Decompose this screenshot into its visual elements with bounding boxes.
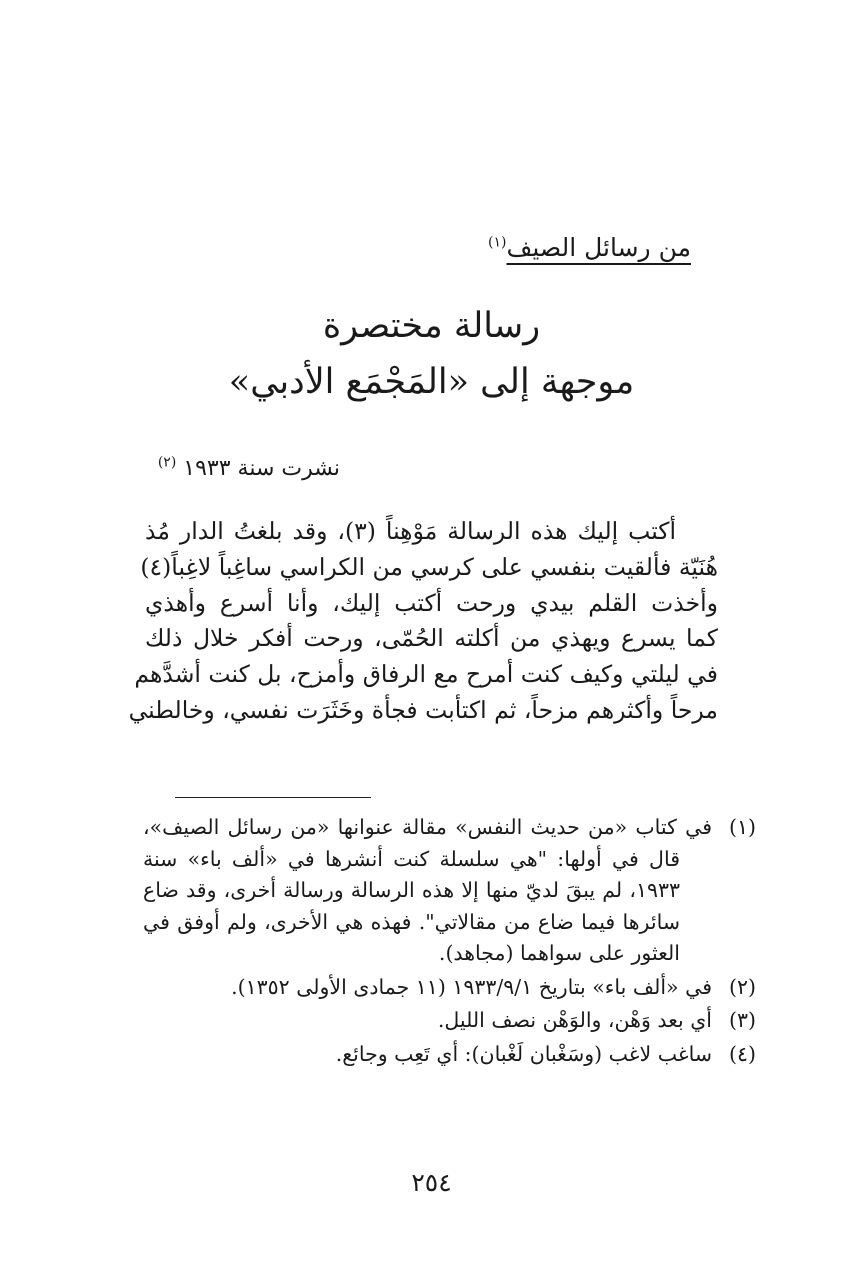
footnotes	[143, 812, 757, 1072]
body-line: أكتب إليك هذه الرسالة مَوْهِناً (٣)، وقد بلغتُ الدار مُذ	[145, 517, 676, 545]
footnote-item: (٣)أي بعد وَهْن، والوَهْن نصف الليل.	[437, 1008, 756, 1032]
footnote-text: في كتاب «من حديث النفس» مقالة عنوانها «من رسائل الصيف»، قال في أولها: "هي سلسلة كنت أنشرها في «ألف باء» سنة ١٩٣٣، لم يبقَ لديّ منها إلا هذه الرسالة ورسالة أخرى، وقد ضاع سائرها فيما ضاع من مقالاتي". فهذه هي الأخرى، ولم أوفق في العثور على سواهما (مجاهد).	[143, 815, 713, 965]
body-line: هُنَيّة فألقيت بنفسي على كرسي من الكراسي ساغِباً لاغِباً(٤)	[140, 552, 718, 581]
footnote-item: (١)في كتاب «من حديث النفس» مقالة عنوانها «من رسائل الصيف»، قال في أولها: "هي سلسلة كنت أنشرها في «ألف باء» سنة ١٩٣٣، لم يبقَ لديّ منها إلا هذه الرسالة ورسالة أخرى، وقد ضاع سائرها فيما ضاع من مقالاتي". فهذه هي الأخرى، ولم أوفق في العثور على سواهما (مجاهد).	[143, 815, 757, 965]
title-line-2: موجهة إلى «المَجْمَع الأدبي»	[228, 362, 635, 402]
footnote-text: أي بعد وَهْن، والوَهْن نصف الليل.	[437, 1008, 712, 1032]
footnote-item: (٢)في «ألف باء» بتاريخ ١٩٣٣/٩/١ (١١ جمادى الأولى ١٣٥٢).	[231, 974, 756, 999]
footnote-text: ساغب لاغب (وسَغْبان لَغْبان): أي تَعِب وجائع.	[335, 1041, 712, 1066]
series-title: من رسائل الصيف	[506, 233, 691, 262]
page-number: ٢٥٤	[411, 1168, 452, 1197]
series-heading	[488, 228, 691, 268]
body-line: مرحاً وأكثرهم مزحاً، ثم اكتأبت فجأة وخَثَرَت نفسي، وخالطني	[128, 695, 718, 724]
body-line: في ليلتي وكيف كنت أمرح مع الرفاق وأمزح، بل كنت أشدَّهم	[134, 660, 718, 689]
footnote-divider	[175, 797, 371, 798]
publication-text: نشرت سنة ١٩٣٣	[183, 456, 340, 481]
title-line-1: رسالة مختصرة	[322, 306, 541, 346]
body-line: كما يسرع ويهذي من أكلته الحُمّى، ورحت أفكر خلال ذلك	[145, 624, 718, 653]
body-paragraph	[128, 514, 718, 729]
footnote-ref-1: (١)	[488, 234, 507, 251]
publication-note	[158, 452, 340, 486]
footnote-ref-2: (٢)	[157, 454, 177, 471]
footnote-item: (٤)ساغب لاغب (وسَغْبان لَغْبان): أي تَعِب وجائع.	[335, 1041, 756, 1066]
article-title	[0, 298, 863, 410]
body-line: وأخذت القلم بيدي ورحت أكتب إليك، وأنا أسرع وأهذي	[145, 588, 718, 617]
footnote-text: في «ألف باء» بتاريخ ١٩٣٣/٩/١ (١١ جمادى الأولى ١٣٥٢).	[231, 974, 712, 999]
